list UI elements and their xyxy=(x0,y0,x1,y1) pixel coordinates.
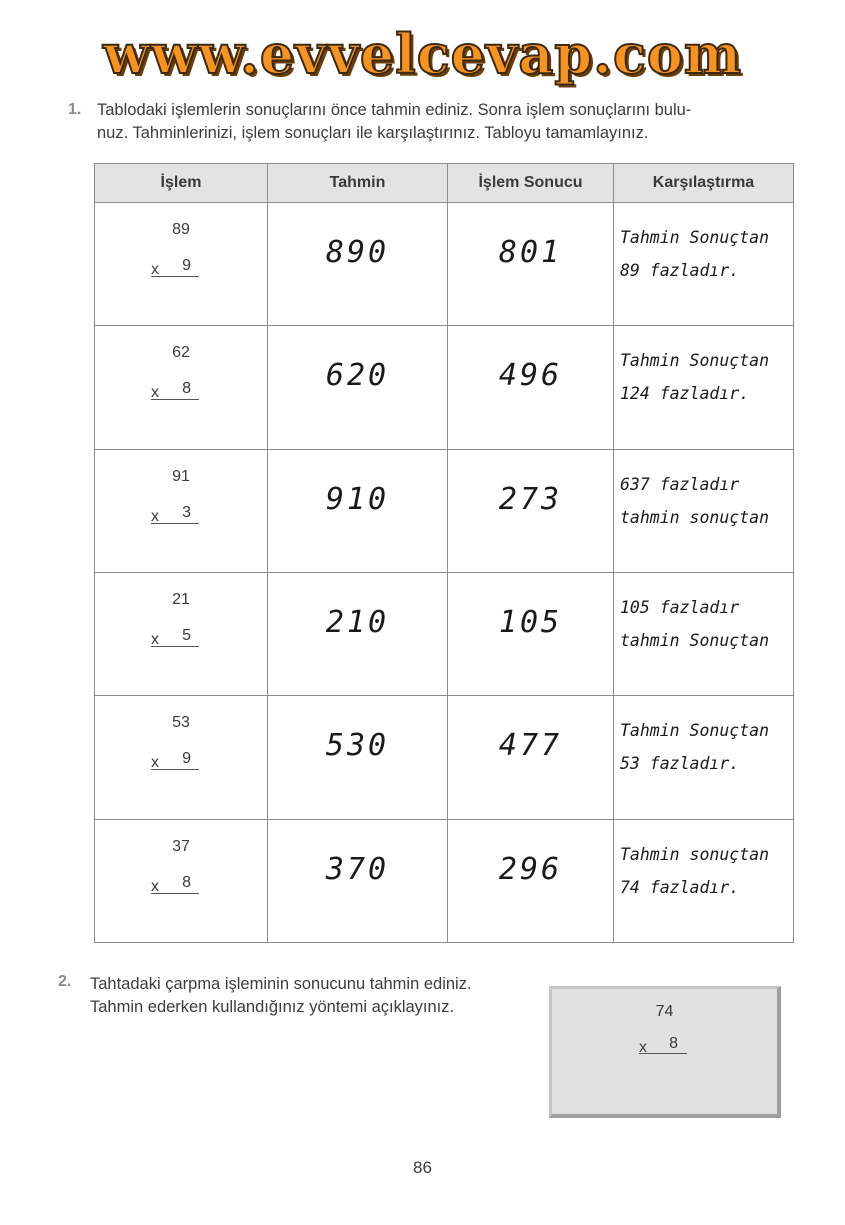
multiplicand: 91 xyxy=(172,467,190,485)
question-2-text xyxy=(90,973,472,1019)
islem-cell xyxy=(95,819,268,942)
question-1-text xyxy=(97,99,691,145)
watermark-logo: www.evvelcevap.com xyxy=(103,22,742,86)
tahmin-cell xyxy=(268,572,448,695)
comparison-line-2: tahmin Sonuçtan xyxy=(620,630,770,650)
estimate-value: 890 xyxy=(325,235,390,270)
tahmin-cell xyxy=(268,449,448,572)
comparison-line-2: 53 fazladır. xyxy=(620,754,740,774)
table-row xyxy=(95,572,794,695)
estimate-value: 210 xyxy=(325,604,390,640)
multiplier-line xyxy=(151,750,199,770)
comparison-line-1: Tahmin Sonuçtan xyxy=(620,351,770,371)
header-islem: İşlem xyxy=(95,164,268,203)
multiplier: 8 xyxy=(182,873,191,891)
multiplier: 3 xyxy=(182,503,191,521)
question-2-number: 2. xyxy=(58,973,72,990)
karsilastirma-cell xyxy=(614,572,794,695)
multiplier-line xyxy=(151,380,199,400)
sonuc-cell xyxy=(448,572,614,695)
sonuc-cell xyxy=(448,326,614,449)
comparison-line-1: Tahmin Sonuçtan xyxy=(620,721,770,741)
board-multiplicand: 74 xyxy=(655,1003,674,1020)
karsilastirma-cell xyxy=(614,819,794,942)
comparison-line-2: 89 fazladır. xyxy=(620,261,740,280)
multiplicand: 53 xyxy=(172,714,190,732)
result-value: 296 xyxy=(498,851,563,887)
comparison-line-2: 74 fazladır. xyxy=(620,877,740,897)
header-islem-sonucu: İşlem Sonucu xyxy=(448,164,614,203)
islem-cell xyxy=(95,696,268,819)
karsilastirma-cell xyxy=(614,696,794,819)
islem-cell xyxy=(95,203,268,326)
multiplier: 9 xyxy=(182,750,191,768)
multiplicand: 37 xyxy=(172,837,190,855)
question-1-line-1: Tablodaki işlemlerin sonuçlarını önce tahmin ediniz. Sonra işlem sonuçlarını bulu- xyxy=(97,101,692,119)
comparison-line-1: Tahmin Sonuçtan xyxy=(620,228,770,247)
chalkboard xyxy=(549,986,781,1118)
result-value: 496 xyxy=(498,358,563,394)
islem-cell xyxy=(95,326,268,449)
multiplier: 8 xyxy=(182,380,191,398)
comparison-line-1: 637 fazladır xyxy=(620,474,740,494)
result-value: 477 xyxy=(498,728,563,764)
results-table xyxy=(94,163,794,943)
comparison-line-2: 124 fazladır. xyxy=(620,384,750,404)
times-sign: x xyxy=(151,630,159,648)
board-times-sign: x xyxy=(639,1039,647,1056)
tahmin-cell xyxy=(268,696,448,819)
table-row xyxy=(95,696,794,819)
question-1-line-2: nuz. Tahminlerinizi, işlem sonuçları ile karşılaştırınız. Tabloyu tamamlayınız. xyxy=(97,124,649,142)
multiplier-line xyxy=(151,627,199,647)
times-sign: x xyxy=(151,507,159,525)
islem-cell xyxy=(95,449,268,572)
multiplier-line xyxy=(151,504,199,524)
islem-cell xyxy=(95,572,268,695)
question-1-number: 1. xyxy=(68,101,82,118)
estimate-value: 620 xyxy=(325,358,390,394)
table-row xyxy=(95,449,794,572)
karsilastirma-cell xyxy=(614,326,794,449)
sonuc-cell xyxy=(448,696,614,819)
comparison-line-1: Tahmin sonuçtan xyxy=(620,844,770,864)
times-sign: x xyxy=(151,261,159,278)
sonuc-cell xyxy=(448,449,614,572)
karsilastirma-cell xyxy=(614,203,794,326)
sonuc-cell xyxy=(448,819,614,942)
sonuc-cell xyxy=(448,203,614,326)
multiplier-line xyxy=(151,257,199,277)
question-2-line-2: Tahmin ederken kullandığınız yöntemi açıklayınız. xyxy=(90,998,455,1016)
result-value: 801 xyxy=(498,235,563,270)
table-row xyxy=(95,819,794,942)
comparison-line-1: 105 fazladır xyxy=(620,597,740,617)
estimate-value: 370 xyxy=(325,851,390,887)
multiplier: 5 xyxy=(182,626,191,644)
table-header-row xyxy=(95,164,794,203)
estimate-value: 910 xyxy=(325,481,390,517)
karsilastirma-cell xyxy=(614,449,794,572)
times-sign: x xyxy=(151,384,159,402)
estimate-value: 530 xyxy=(325,728,390,764)
multiplicand: 62 xyxy=(172,344,190,362)
multiplicand: 21 xyxy=(172,590,190,608)
tahmin-cell xyxy=(268,326,448,449)
tahmin-cell xyxy=(268,203,448,326)
result-value: 105 xyxy=(498,604,563,640)
table-row xyxy=(95,203,794,326)
multiplicand: 89 xyxy=(172,221,190,238)
header-karsilastirma: Karşılaştırma xyxy=(614,164,794,203)
times-sign: x xyxy=(151,754,159,772)
table-row xyxy=(95,326,794,449)
header-tahmin: Tahmin xyxy=(268,164,448,203)
board-multiplier-line xyxy=(639,1035,687,1054)
tahmin-cell xyxy=(268,819,448,942)
comparison-line-2: tahmin sonuçtan xyxy=(620,507,770,527)
page-number: 86 xyxy=(413,1158,432,1177)
result-value: 273 xyxy=(498,481,563,517)
question-2-line-1: Tahtadaki çarpma işleminin sonucunu tahmin ediniz. xyxy=(90,975,472,993)
multiplier-line xyxy=(151,874,199,894)
multiplier: 9 xyxy=(182,257,191,274)
times-sign: x xyxy=(151,877,159,895)
board-multiplier: 8 xyxy=(669,1035,678,1052)
